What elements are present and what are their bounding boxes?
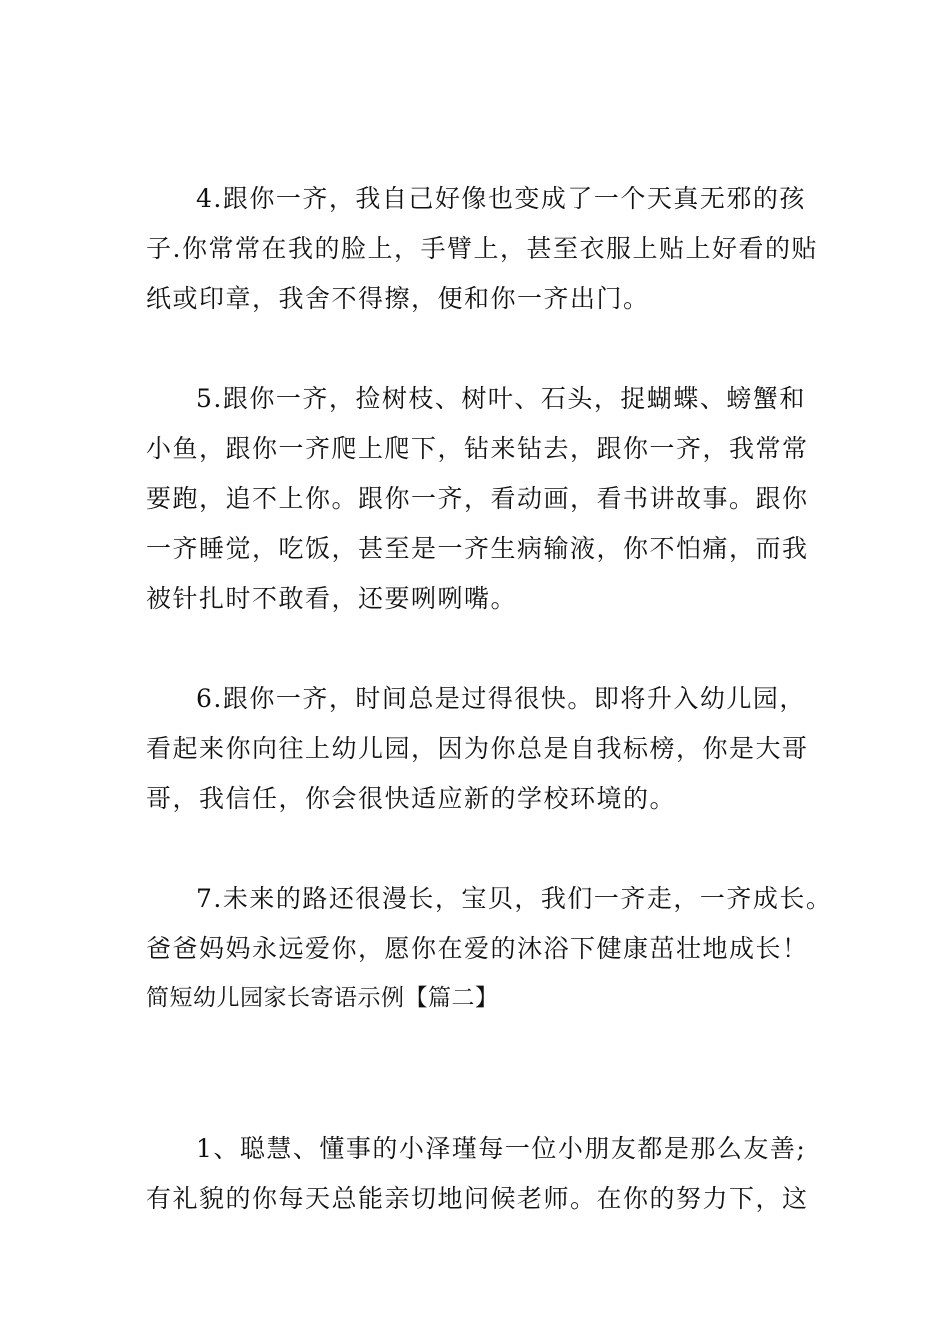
text-line: 7.未来的路还很漫长，宝贝，我们一齐走，一齐成长。	[196, 884, 833, 913]
text-line: 要跑，追不上你。跟你一齐，看动画，看书讲故事。跟你	[146, 484, 809, 513]
text-line: 6.跟你一齐，时间总是过得很快。即将升入幼儿园，	[196, 684, 806, 713]
text-line: 有礼貌的你每天总能亲切地问候老师。在你的努力下，这	[146, 1184, 809, 1213]
text-line: 5.跟你一齐，捡树枝、树叶、石头，捉蝴蝶、螃蟹和	[196, 384, 806, 413]
text-line: 子.你常常在我的脸上，手臂上，甚至衣服上贴上好看的贴	[146, 234, 818, 263]
text-line: 4.跟你一齐，我自己好像也变成了一个天真无邪的孩	[196, 184, 806, 213]
text-line: 爸爸妈妈永远爱你，愿你在爱的沐浴下健康茁壮地成长！	[146, 934, 809, 963]
text-line: 1、聪慧、懂事的小泽瑾每一位小朋友都是那么友善;	[196, 1134, 807, 1163]
text-line: 看起来你向往上幼儿园，因为你总是自我标榜，你是大哥	[146, 734, 809, 763]
text-line: 纸或印章，我舍不得擦，便和你一齐出门。	[146, 284, 650, 313]
text-line: 哥，我信任，你会很快适应新的学校环境的。	[146, 784, 677, 813]
text-line: 小鱼，跟你一齐爬上爬下，钻来钻去，跟你一齐，我常常	[146, 434, 809, 463]
text-line: 一齐睡觉，吃饭，甚至是一齐生病输液，你不怕痛，而我	[146, 534, 809, 563]
section-title: 简短幼儿园家长寄语示例【篇二】	[146, 985, 499, 1011]
text-line: 被针扎时不敢看，还要咧咧嘴。	[146, 584, 518, 613]
